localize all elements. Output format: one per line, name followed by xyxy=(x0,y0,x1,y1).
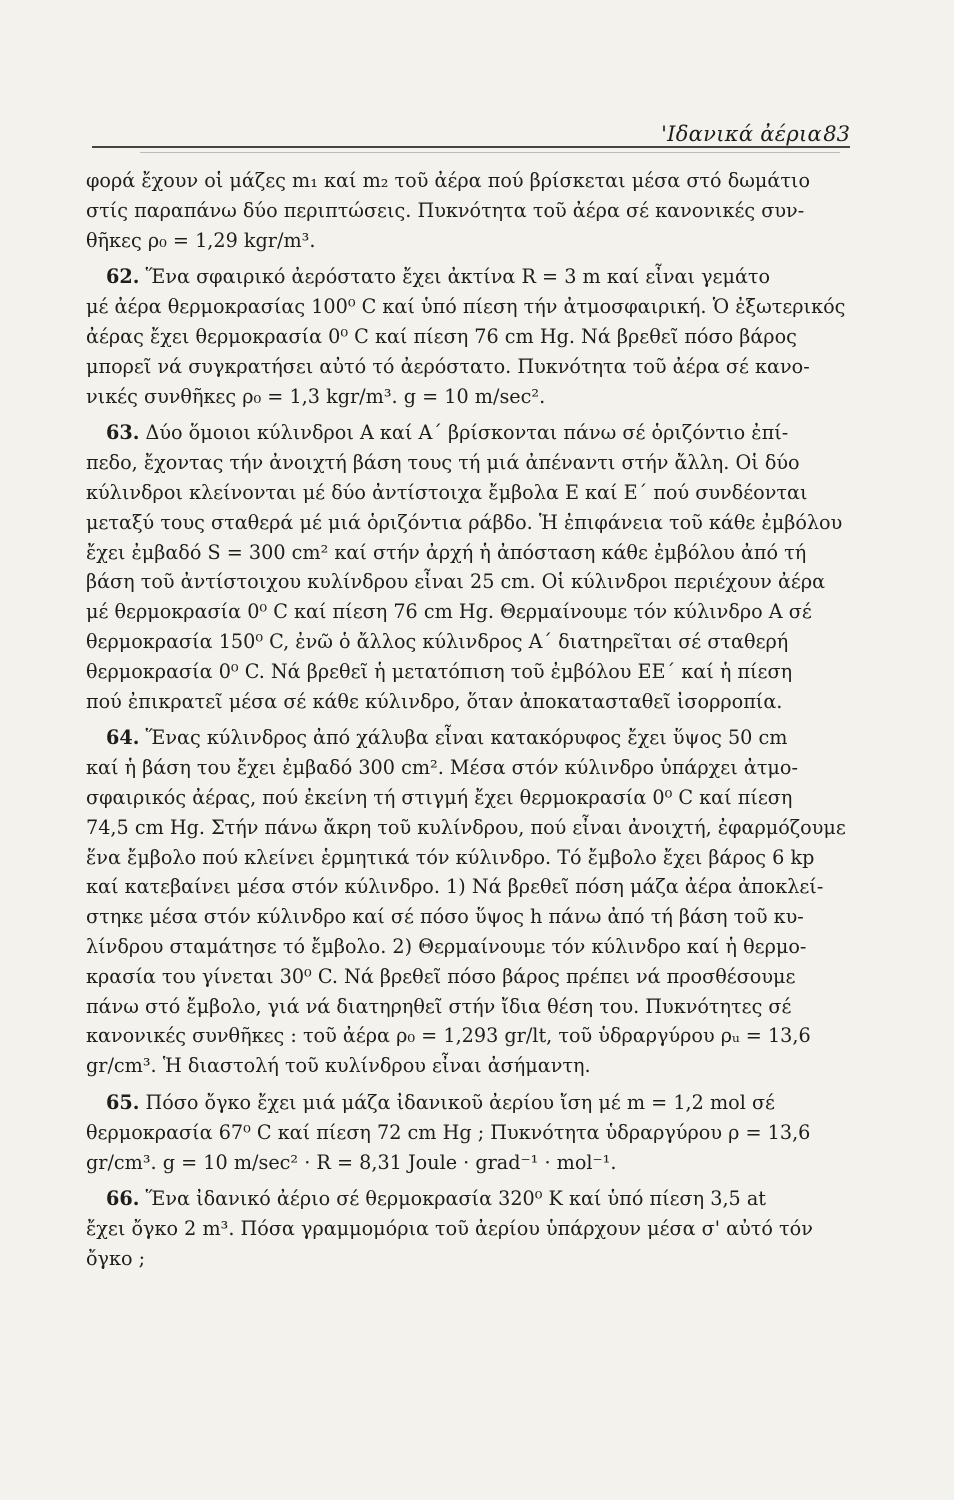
problem-number: 63. xyxy=(106,421,140,445)
text-line: λίνδρου σταμάτησε τό ἔμβολο. 2) Θερμαίνουμε τόν κύλινδρο καί ἡ θερμο- xyxy=(86,934,807,958)
text-line: σφαιρικός ἀέρας, πού ἐκείνη τή στιγμή ἔχει θερμοκρασία 0⁰ C καί πίεση xyxy=(86,785,793,809)
text-line: θερμοκρασία 0⁰ C. Νά βρεθεῖ ἡ μετατόπιση τοῦ ἐμβόλου ΕΕ΄ καί ἡ πίεση xyxy=(86,659,793,683)
text-line: βάση τοῦ ἀντίστοιχου κυλίνδρου εἶναι 25 cm. Οἱ κύλινδροι περιέχουν ἀέρα xyxy=(86,570,826,594)
paragraph-continuation xyxy=(86,166,854,255)
text-line-content: Δύο ὅμοιοι κύλινδροι Α καί Α΄ βρίσκονται πάνω σέ ὁριζόντιο ἐπί- xyxy=(145,421,789,445)
text-line-content: Πόσο ὄγκο ἔχει μιά μάζα ἰδανικοῦ ἀερίου ἴση μέ m = 1,2 mol σέ xyxy=(145,1090,775,1114)
text-line: μεταξύ τους σταθερά μέ μιά ὁριζόντια ράβδο. Ἡ ἐπιφάνεια τοῦ κάθε ἐμβόλου xyxy=(86,510,843,534)
problem-number: 66. xyxy=(106,1187,140,1211)
text-line-content: Ἕνα ἰδανικό ἀέριο σέ θερμοκρασία 320⁰ K καί ὑπό πίεση 3,5 at xyxy=(145,1187,767,1211)
text-line: νικές συνθῆκες ρ₀ = 1,3 kgr/m³. g = 10 m/sec². xyxy=(86,384,546,408)
header-rule xyxy=(92,146,850,148)
header-rule-shadow xyxy=(140,152,840,153)
text-line: πάνω στό ἔμβολο, γιά νά διατηρηθεῖ στήν ἴδια θέση του. Πυκνότητες σέ xyxy=(86,994,792,1018)
text-line: φορά ἔχουν οἱ μάζες m₁ καί m₂ τοῦ ἀέρα πού βρίσκεται μέσα στό δωμάτιο xyxy=(86,169,811,192)
text-line: ἔχει ὄγκο 2 m³. Πόσα γραμμομόρια τοῦ ἀερίου ὑπάρχουν μέσα σ' αὐτό τόν xyxy=(86,1217,813,1241)
problem-63 xyxy=(86,418,854,716)
text-line: 74,5 cm Hg. Στήν πάνω ἄκρη τοῦ κυλίνδρου, πού εἶναι ἀνοιχτή, ἐφαρμόζουμε xyxy=(86,815,846,839)
text-line-content: Ἕνας κύλινδρος ἀπό χάλυβα εἶναι κατακόρυφος ἔχει ὕψος 50 cm xyxy=(145,726,788,750)
text-line: ἔχει ἐμβαδό S = 300 cm² καί στήν ἀρχή ἡ ἀπόσταση κάθε ἐμβόλου ἀπό τή xyxy=(86,540,807,564)
text-line-content: Ἕνα σφαιρικό ἀερόστατο ἔχει ἀκτίνα R = 3 m καί εἶναι γεμάτο xyxy=(145,265,771,289)
text-line: καί κατεβαίνει μέσα στόν κύλινδρο. 1) Νά βρεθεῖ πόση μάζα ἀέρα ἀποκλεί- xyxy=(86,875,824,899)
text-line xyxy=(86,418,854,448)
text-line: μπορεῖ νά συγκρατήσει αὐτό τό ἀερόστατο. Πυκνότητα τοῦ ἀέρα σέ κανο- xyxy=(86,354,810,378)
text-line: πεδο, ἔχοντας τήν ἀνοιχτή βάση τους τή μιά ἀπέναντι στήν ἄλλη. Οἱ δύο xyxy=(86,451,800,475)
text-line: στηκε μέσα στόν κύλινδρο καί σέ πόσο ὕψος h πάνω ἀπό τή βάση τοῦ κυ- xyxy=(86,905,804,929)
problem-number: 62. xyxy=(106,265,140,289)
problem-number: 64. xyxy=(106,726,140,750)
text-line: θερμοκρασία 67⁰ C καί πίεση 72 cm Hg ; Πυκνότητα ὑδραργύρου ρ = 13,6 xyxy=(86,1120,811,1144)
text-line: κανονικές συνθῆκες : τοῦ ἀέρα ρ₀ = 1,293 gr/lt, τοῦ ὑδραργύρου ρᵤ = 13,6 xyxy=(86,1024,811,1048)
text-line: πού ἐπικρατεῖ μέσα σέ κάθε κύλινδρο, ὅταν ἀποκατασταθεῖ ἰσορροπία. xyxy=(86,689,783,713)
text-line: gr/cm³. g = 10 m/sec² · R = 8,31 Joule · grad⁻¹ · mol⁻¹. xyxy=(86,1150,617,1174)
running-title: 'Ιδανικά ἀέρια xyxy=(661,122,822,146)
problem-64 xyxy=(86,723,854,1081)
problem-number: 65. xyxy=(106,1090,140,1114)
text-line: θερμοκρασία 150⁰ C, ἐνῶ ὁ ἄλλος κύλινδρος Α΄ διατηρεῖται σέ σταθερή xyxy=(86,629,789,653)
text-line xyxy=(86,1184,854,1214)
text-line xyxy=(86,1088,854,1118)
text-line xyxy=(86,262,854,292)
problem-66 xyxy=(86,1184,854,1273)
text-line: θῆκες ρ₀ = 1,29 kgr/m³. xyxy=(86,228,316,252)
text-line: ἕνα ἔμβολο πού κλείνει ἑρμητικά τόν κύλινδρο. Τό ἔμβολο ἔχει βάρος 6 kp xyxy=(86,845,815,869)
text-line: ὄγκο ; xyxy=(86,1246,146,1270)
problem-62 xyxy=(86,262,854,411)
text-line: gr/cm³. Ἡ διαστολή τοῦ κυλίνδρου εἶναι ἀσήμαντη. xyxy=(86,1054,591,1078)
page-body xyxy=(86,166,854,1274)
text-line xyxy=(86,723,854,753)
text-line: κρασία του γίνεται 30⁰ C. Νά βρεθεῖ πόσο βάρος πρέπει νά προσθέσουμε xyxy=(86,964,796,988)
page-number: 83 xyxy=(823,122,850,146)
text-line: στίς παραπάνω δύο περιπτώσεις. Πυκνότητα τοῦ ἀέρα σέ κανονικές συν- xyxy=(86,198,805,222)
problem-65 xyxy=(86,1088,854,1177)
text-line: μέ θερμοκρασία 0⁰ C καί πίεση 76 cm Hg. Θερμαίνουμε τόν κύλινδρο Α σέ xyxy=(86,600,812,624)
text-line: κύλινδροι κλείνονται μέ δύο ἀντίστοιχα ἔμβολα Ε καί Ε΄ πού συνδέονται xyxy=(86,480,808,504)
text-line: καί ἡ βάση του ἔχει ἐμβαδό 300 cm². Μέσα στόν κύλινδρο ὑπάρχει ἀτμο- xyxy=(86,756,798,780)
text-line: ἀέρας ἔχει θερμοκρασία 0⁰ C καί πίεση 76 cm Hg. Νά βρεθεῖ πόσο βάρος xyxy=(86,324,797,348)
text-line: μέ ἀέρα θερμοκρασίας 100⁰ C καί ὑπό πίεση τήν ἀτμοσφαιρική. Ὁ ἐξωτερικός xyxy=(86,295,846,319)
